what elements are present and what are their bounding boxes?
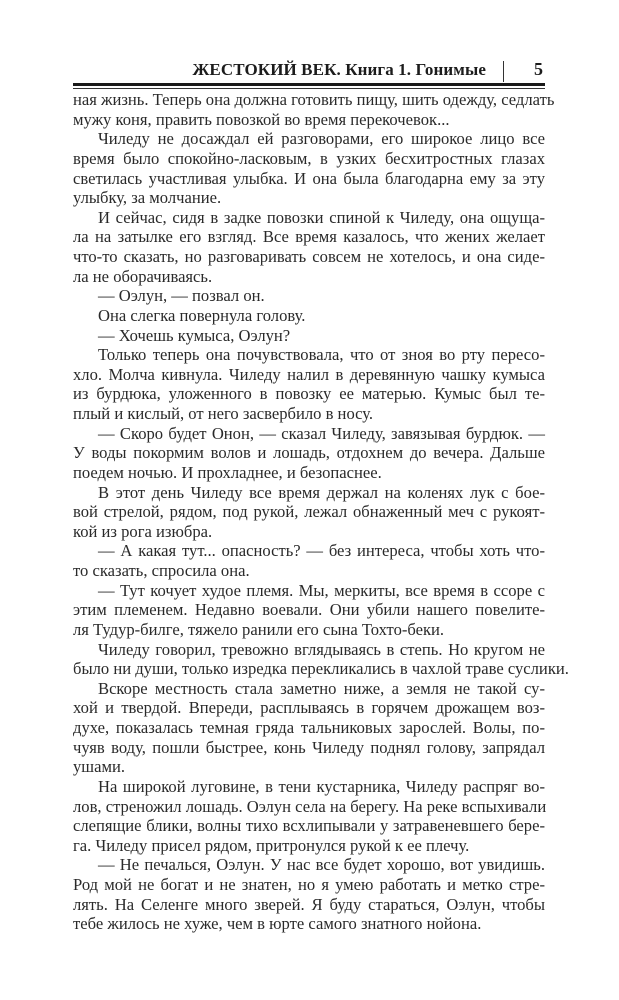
running-header [73,58,544,82]
text-line: этим племенем. Недавно воевали. Они убили нашего повелите- [73,600,545,620]
text-line: чуяв воду, пошли быстрее, конь Чиледу поднял голову, запрядал [73,737,545,757]
text-line: — Тут кочует худое племя. Мы, меркиты, все время в ссоре с [98,580,545,600]
header-separator [503,61,504,82]
text-line: На широкой луговине, в тени кустарника, Чиледу распряг во- [98,776,545,796]
text-line: Род мой не богат и не знатен, но я умею работать и метко стре- [73,875,545,894]
text-line: то сказать, спросила она. [73,561,250,580]
text-line: — А какая тут... опасность? — без интереса, чтобы хоть что- [98,541,545,561]
text-line: вой стрелой, рядом, под рукой, лежал обнаженный меч с рукоят- [73,502,545,522]
text-line: У воды покормим волов и лошадь, отдохнем до вечера. Дальше [73,443,545,463]
text-line: лов, стреножил лошадь. Оэлун села на берегу. На реке вспыхивали [73,796,547,816]
text-line: В этот день Чиледу все время держал на коленях лук с бое- [98,482,545,502]
text-line: ля Тудур-билге, тяжело ранили его сына Тохто-беки. [73,619,445,639]
text-line: лять. На Селенге много зверей. Я буду стараться, Оэлун, чтобы [73,894,545,914]
text-line: из бурдюка, уложенного в повозку ее матерью. Кумыс был те- [73,384,545,404]
text-line: Вскоре местность стала заметно ниже, а земля не такой су- [98,678,545,698]
text-line: ная жизнь. Теперь она должна готовить пищу, шить одежду, седлать [73,90,555,109]
text-line: Она слегка повернула голову. [98,305,306,325]
text-line: хой и твердой. Впереди, расплываясь в горячем дрожащем воз- [73,698,545,718]
text-line: что-то сказать, но разговаривать совсем не хотелось, и она сиде- [73,247,545,266]
text-line: — Скоро будет Онон, — сказал Чиледу, завязывая бурдюк. — [98,423,545,443]
text-line: ла на затылке его взгляд. Все время казалось, что жених желает [73,227,545,247]
text-line: плый и кислый, от него засвербило в носу. [73,404,374,423]
text-line: ушами. [73,757,125,777]
text-line: духе, показалась темная гряда тальниковых зарослей. Волы, по- [73,718,545,737]
page-number: 5 [534,59,543,79]
text-line: тебе жилось не хуже, чем в юрте самого знатного нойона. [73,914,482,934]
text-line: — Хочешь кумыса, Оэлун? [98,325,291,345]
text-line: кой из рога изюбра. [73,521,213,541]
text-line: — Оэлун, — позвал он. [98,286,265,306]
text-line: время было спокойно-ласковым, в узких бесхитростных глазах [73,148,545,168]
text-line: было ни души, только изредка перекликались в чахлой траве суслики. [73,659,569,679]
header-rule-thin [73,88,545,89]
text-line: И сейчас, сидя в задке повозки спиной к Чиледу, она ощуща- [98,207,545,227]
text-line: — Не печалься, Оэлун. У нас все будет хорошо, вот увидишь. [98,855,545,875]
text-line: мужу коня, править повозкой во время перекочевок... [73,109,450,129]
text-line: поедем ночью. И прохладнее, и безопаснее. [73,462,382,482]
header-rule-thick [73,83,545,86]
text-line: га. Чиледу присел рядом, притронулся рукой к ее плечу. [73,835,470,855]
text-line: светилась участливая улыбка. И она была благодарна ему за эту [73,168,545,188]
text-line: Только теперь она почувствовала, что от зноя во рту пересо- [98,345,545,365]
text-line: Чиледу говорил, тревожно вглядываясь в степь. Но кругом не [98,639,545,659]
text-line: улыбку, за молчание. [73,188,222,208]
body-text [73,90,569,934]
text-line: Чиледу не досаждал ей разговорами, его широкое лицо все [98,129,545,149]
text-line: хло. Молча кивнула. Чиледу налил в деревянную чашку кумыса [73,364,545,384]
running-header-title: ЖЕСТОКИЙ ВЕК. Книга 1. Гонимые [192,60,486,79]
text-line: слепящие блики, волны тихо всхлипывали у затравеневшего бере- [73,816,545,836]
text-line: ла не оборачиваясь. [73,266,213,286]
